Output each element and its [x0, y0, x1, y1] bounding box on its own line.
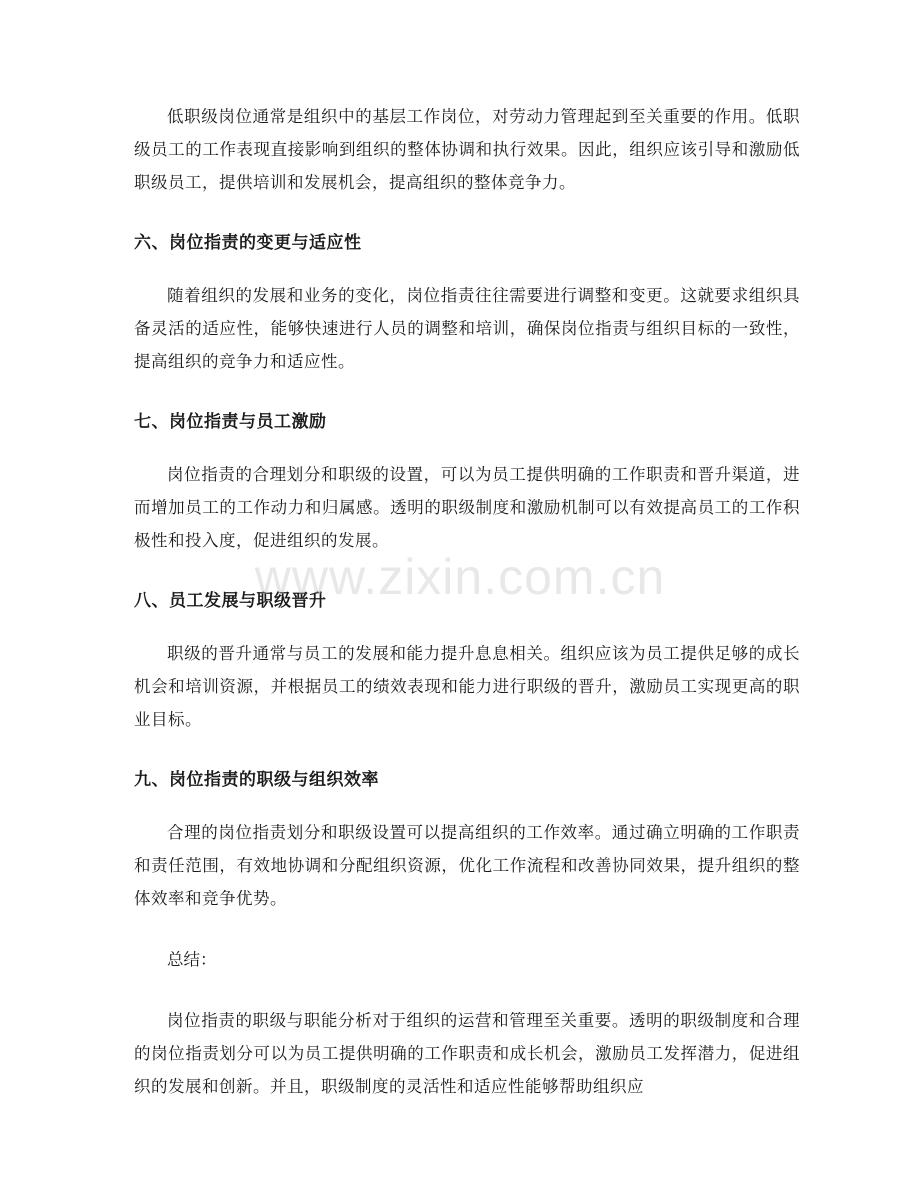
- summary-paragraph: 岗位指责的职级与职能分析对于组织的运营和管理至关重要。透明的职级制度和合理的岗位指责划分可以为员工提供明确的工作职责和成长机会，激励员工发挥潜力，促进组织的发展和创新。并且，职级制度的灵活性和适应性能够帮助组织应: [134, 1011, 800, 1096]
- intro-paragraph: 低职级岗位通常是组织中的基层工作岗位，对劳动力管理起到至关重要的作用。低职级员工的工作表现直接影响到组织的整体协调和执行效果。因此，组织应该引导和激励低职级员工，提供培训和发展机会，提高组织的整体竞争力。: [134, 107, 800, 192]
- section-7-heading: 七、岗位指责与员工激励: [134, 412, 327, 432]
- watermark: www.zixin.com.cn: [254, 549, 666, 605]
- section-9-heading: 九、岗位指责的职级与组织效率: [134, 770, 379, 790]
- section-9-paragraph: 合理的岗位指责划分和职级设置可以提高组织的工作效率。通过确立明确的工作职责和责任范围，有效地协调和分配组织资源，优化工作流程和改善协同效果，提升组织的整体效率和竞争优势。: [134, 823, 800, 908]
- section-8-heading: 八、员工发展与职级晋升: [134, 591, 327, 611]
- section-6-paragraph: 随着组织的发展和业务的变化，岗位指责往往需要进行调整和变更。这就要求组织具备灵活的适应性，能够快速进行人员的调整和培训，确保岗位指责与组织目标的一致性，提高组织的竞争力和适应性。: [134, 286, 800, 371]
- section-8-paragraph: 职级的晋升通常与员工的发展和能力提升息息相关。组织应该为员工提供足够的成长机会和培训资源，并根据员工的绩效表现和能力进行职级的晋升，激励员工实现更高的职业目标。: [134, 644, 800, 729]
- section-7-paragraph: 岗位指责的合理划分和职级的设置，可以为员工提供明确的工作职责和晋升渠道，进而增加员工的工作动力和归属感。透明的职级制度和激励机制可以有效提高员工的工作积极性和投入度，促进组织的发展。: [134, 465, 800, 550]
- summary-label: 总结：: [167, 950, 217, 969]
- section-6-heading: 六、岗位指责的变更与适应性: [134, 233, 362, 253]
